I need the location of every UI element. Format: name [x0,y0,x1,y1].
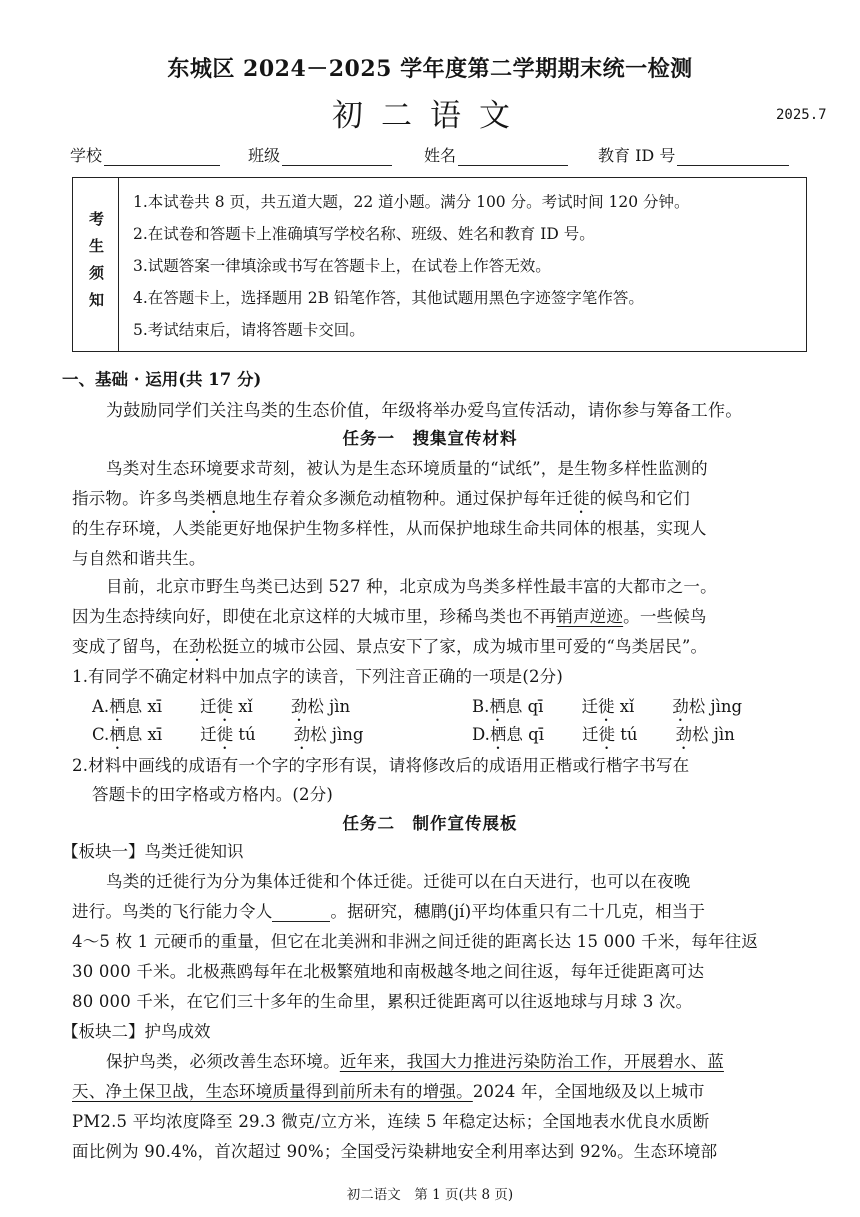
notice-item: 2.在试卷和答题卡上准确填写学校名称、班级、姓名和教育 ID 号。 [133,225,595,243]
pinyin: 息 xī [125,725,163,744]
fill-in-blank[interactable] [272,905,330,922]
dotted-char: 劲 [290,697,308,716]
dotted-char: 劲 [293,725,311,744]
section-heading: 一、基础 · 运用(共 17 分) [62,370,262,389]
pinyin: 松 jìng [310,725,364,744]
material-line [72,633,707,665]
exam-date: 2025.7 [776,107,827,123]
dotted-char: 徙 [598,725,615,744]
id-label: 教育 ID 号 [598,146,676,165]
text-run: 迁 [581,697,598,716]
material-line: 目前，北京市野生鸟类已达到 527 种，北京成为鸟类多样性最丰富的大都市之一。 [106,577,717,596]
question-2-cont: 答题卡的田字格或方格内。(2分) [92,785,334,804]
class-field[interactable] [248,143,392,166]
block-heading: 【板块二】护鸟成效 [62,1022,211,1041]
material-line: 鸟类对生态环境要求苛刻，被认为是生态环境质量的“试纸”，是生物多样性监测的 [106,459,708,478]
dotted-char: 栖 [205,489,223,508]
text-run: 的候鸟和它们 [589,489,690,508]
pinyin: 松 jìn [692,725,735,744]
option-letter: D. [472,725,490,744]
pinyin: xǐ [614,697,635,716]
task-heading: 任务二 制作宣传展板 [342,814,518,833]
material-line [72,603,707,627]
underlined-sentence: 近年来，我国大力推进污染防治工作，开展碧水、蓝 [339,1052,724,1071]
underlined-idiom: 销声逆迹 [556,607,624,626]
school-label: 学校 [70,146,103,165]
text-run: 息地生存着众多濒危动植物种。通过保护每年迁 [222,489,574,508]
exam-title: 东城区 2024－2025 学年度第二学期期末统一检测 [167,56,693,82]
pinyin: tú [614,725,638,744]
dotted-char: 徙 [216,725,234,744]
dotted-char: 劲 [672,697,689,716]
notice-item: 3.试题答案一律填涂或书写在答题卡上，在试卷上作答无效。 [133,257,551,275]
text-run: 指示物。许多鸟类 [72,489,206,508]
pinyin: xǐ [233,697,253,716]
page-footer: 初二语文 第 1 页(共 8 页) [346,1187,514,1203]
question-1: 1.有同学不确定材料中加点字的读音，下列注音正确的一项是(2分) [72,667,564,686]
notice-item: 4.在答题卡上，选择题用 2B 铅笔作答，其他试题用黑色字迹签字笔作答。 [133,289,644,307]
subject-title: 初二语文 [332,98,528,134]
text-run: 迁 [200,725,217,744]
material-line: 鸟类的迁徙行为分为集体迁徙和个体迁徙。迁徙可以在白天进行，也可以在夜晚 [106,872,691,891]
material-line: 与自然和谐共生。 [72,549,206,568]
pinyin: tú [233,725,256,744]
pinyin: 松 jìng [688,697,743,716]
text-run: 2024 年，全国地级及以上城市 [472,1082,705,1101]
dotted-char: 栖 [489,697,506,716]
text-run: 保护鸟类，必须改善生态环境。 [106,1052,340,1071]
name-blank[interactable] [458,147,568,166]
material-line [72,898,705,922]
task-heading: 任务一 搜集宣传材料 [342,429,518,448]
text-run: 变成了留鸟，在 [72,637,189,656]
text-run: 迁 [581,725,599,744]
pinyin: 息 qī [506,725,544,744]
name-label: 姓名 [424,146,457,165]
class-blank[interactable] [282,147,392,166]
material-line: 4～5 枚 1 元硬币的重量，但它在北美洲和非洲之间迁徙的距离长达 15 000 千米，每年往返 [72,932,759,951]
school-blank[interactable] [104,147,220,166]
dotted-char: 徙 [216,697,233,716]
text-run: 进行。鸟类的飞行能力令人 [72,902,273,921]
material-line [72,1078,705,1102]
notice-label-cell [73,178,119,351]
text-run: 。一些候鸟 [623,607,707,626]
material-line: 面比例为 90.4%，首次超过 90%；全国受污染耕地安全利用率达到 92%。生态环境部 [72,1142,718,1161]
id-field[interactable] [598,143,789,166]
material-line [106,1048,724,1072]
pinyin: 息 xī [125,697,162,716]
material-line: 80 000 千米，在它们三十多年的生命里，累积迁徙距离可以往返地球与月球 3 次。 [72,992,693,1011]
dotted-char: 劲 [675,725,692,744]
option-letter: C. [92,725,110,744]
material-line: PM2.5 平均浓度降至 29.3 微克/立方米，连续 5 年稳定达标；全国地表水优良水质断 [72,1112,710,1131]
text-run: 。据研究，穗鹛(jí)平均体重只有二十几克，相当于 [330,902,706,921]
material-line: 30 000 千米。北极燕鸥每年在北极繁殖地和南极越冬地之间往返，每年迁徙距离可达 [72,962,705,981]
option-letter: A. [92,697,110,716]
student-info-line [0,143,860,173]
class-label: 班级 [248,146,281,165]
text-run: 迁 [200,697,217,716]
pinyin: 息 qī [505,697,544,716]
block-heading: 【板块一】鸟类迁徙知识 [62,842,244,861]
dotted-char: 栖 [109,697,126,716]
text-run: 因为生态持续向好，即使在北京这样的大城市里，珍稀鸟类也不再 [72,607,557,626]
question-2: 2.材料中画线的成语有一个字的字形有误，请将修改后的成语用正楷或行楷字书写在 [72,756,690,775]
option-c[interactable] [92,721,363,753]
notice-box [72,177,807,352]
text-run: 松挺立的城市公园、景点安下了家，成为城市里可爱的“鸟类居民”。 [205,637,708,656]
option-d[interactable] [472,721,735,753]
dotted-char: 劲 [188,637,206,656]
dotted-char: 徙 [597,697,615,716]
dotted-char: 栖 [489,725,507,744]
school-field[interactable] [70,143,220,166]
dotted-char: 徙 [573,489,590,508]
material-line [72,485,690,517]
section-intro: 为鼓励同学们关注鸟类的生态价值，年级将举办爱鸟宣传活动，请你参与筹备工作。 [106,401,743,421]
id-blank[interactable] [677,147,789,166]
name-field[interactable] [424,143,568,166]
notice-label: 考生须知 [87,210,105,319]
option-letter: B. [472,697,490,716]
notice-item: 5.考试结束后，请将答题卡交回。 [133,321,365,339]
notice-item: 1.本试卷共 8 页，共五道大题，22 道小题。满分 100 分。考试时间 120 分钟。 [133,193,690,211]
underlined-sentence: 天、净土保卫战，生态环境质量得到前所未有的增强。 [72,1082,473,1101]
pinyin: 松 jìn [307,697,351,716]
material-line: 的生存环境，人类能更好地保护生物多样性，从而保护地球生命共同体的根基，实现人 [72,519,707,538]
dotted-char: 栖 [109,725,126,744]
